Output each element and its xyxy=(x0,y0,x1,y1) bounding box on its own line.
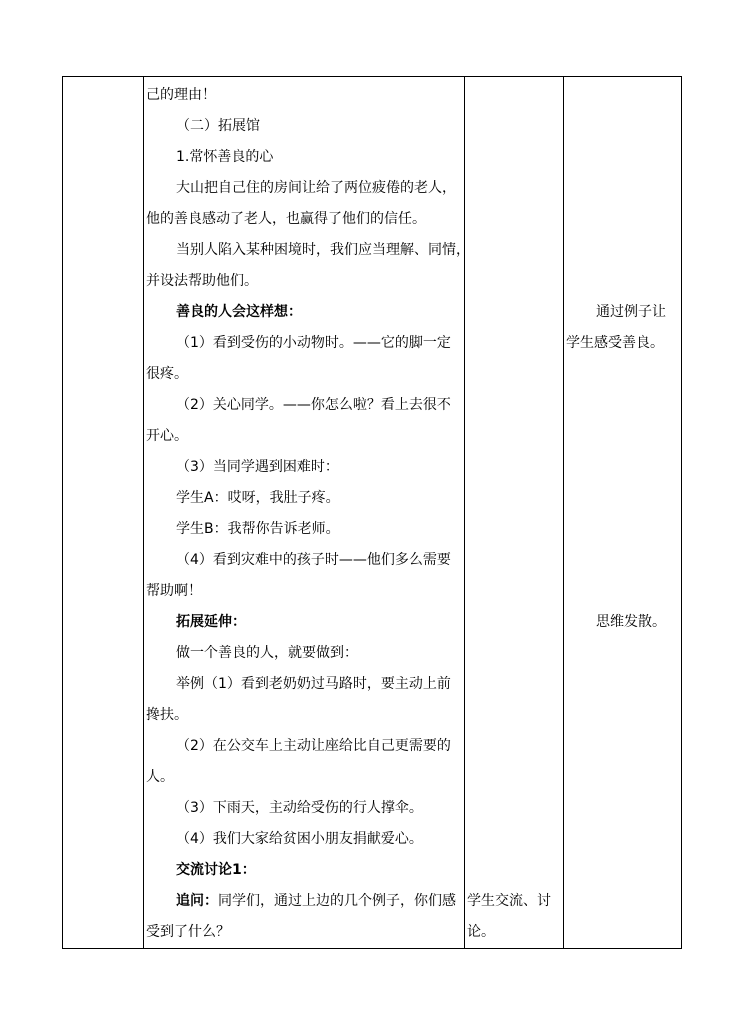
text-line: 开心。 xyxy=(146,428,188,444)
subheading: 1.常怀善良的心 xyxy=(176,149,274,165)
text-line: 他的善良感动了老人，也赢得了他们的信任。 xyxy=(146,211,426,227)
text-line: 己的理由！ xyxy=(146,87,216,103)
text-line: 举例（1）看到老奶奶过马路时，要主动上前 xyxy=(176,676,451,692)
bold-heading: 交流讨论1： xyxy=(176,862,256,878)
text-line: 并设法帮助他们。 xyxy=(146,273,258,289)
design-intent-cell xyxy=(564,77,683,948)
activity-line: 论。 xyxy=(467,924,495,940)
text-line: （2）关心同学。——你怎么啦？看上去很不 xyxy=(176,397,451,413)
intent-line: 通过例子让 xyxy=(596,304,666,320)
text-line: 人。 xyxy=(146,769,174,785)
text-line: （1）看到受伤的小动物时。——它的脚一定 xyxy=(176,335,451,351)
text-line: （4）我们大家给贫困小朋友捐献爱心。 xyxy=(176,831,423,847)
text-line: 帮助啊！ xyxy=(146,583,202,599)
text-line: 大山把自己住的房间让给了两位疲倦的老人， xyxy=(176,180,456,196)
text-line: 受到了什么？ xyxy=(146,924,230,940)
followup-line xyxy=(144,891,464,911)
text-line: （2）在公交车上主动让座给比自己更需要的 xyxy=(176,738,451,754)
text-line: （3）当同学遇到困难时： xyxy=(176,459,339,475)
activity-line: 学生交流、讨 xyxy=(467,893,551,909)
text-line: 搀扶。 xyxy=(146,707,188,723)
text-line: 做一个善良的人，就要做到： xyxy=(176,645,358,661)
text-line: 学生A：哎呀，我肚子疼。 xyxy=(176,490,340,506)
text-line: （4）看到灾难中的孩子时——他们多么需要 xyxy=(176,552,451,568)
followup-label: 追问： xyxy=(176,893,218,909)
section-heading: （二）拓展馆 xyxy=(176,118,260,134)
text-line: 当别人陷入某种困境时，我们应当理解、同情， xyxy=(176,242,470,258)
bold-heading: 善良的人会这样想： xyxy=(176,304,302,320)
text-line: 很疼。 xyxy=(146,366,188,382)
lesson-table xyxy=(62,76,682,949)
lesson-content-cell xyxy=(144,77,470,948)
bold-heading: 拓展延伸： xyxy=(176,614,246,630)
followup-text: 同学们，通过上边的几个例子，你们感 xyxy=(218,893,456,909)
text-line: 学生B：我帮你告诉老师。 xyxy=(176,521,340,537)
intent-line: 学生感受善良。 xyxy=(566,335,664,351)
intent-line: 思维发散。 xyxy=(596,614,666,630)
student-activity-cell xyxy=(465,77,563,948)
text-line: （3）下雨天，主动给受伤的行人撑伞。 xyxy=(176,800,423,816)
